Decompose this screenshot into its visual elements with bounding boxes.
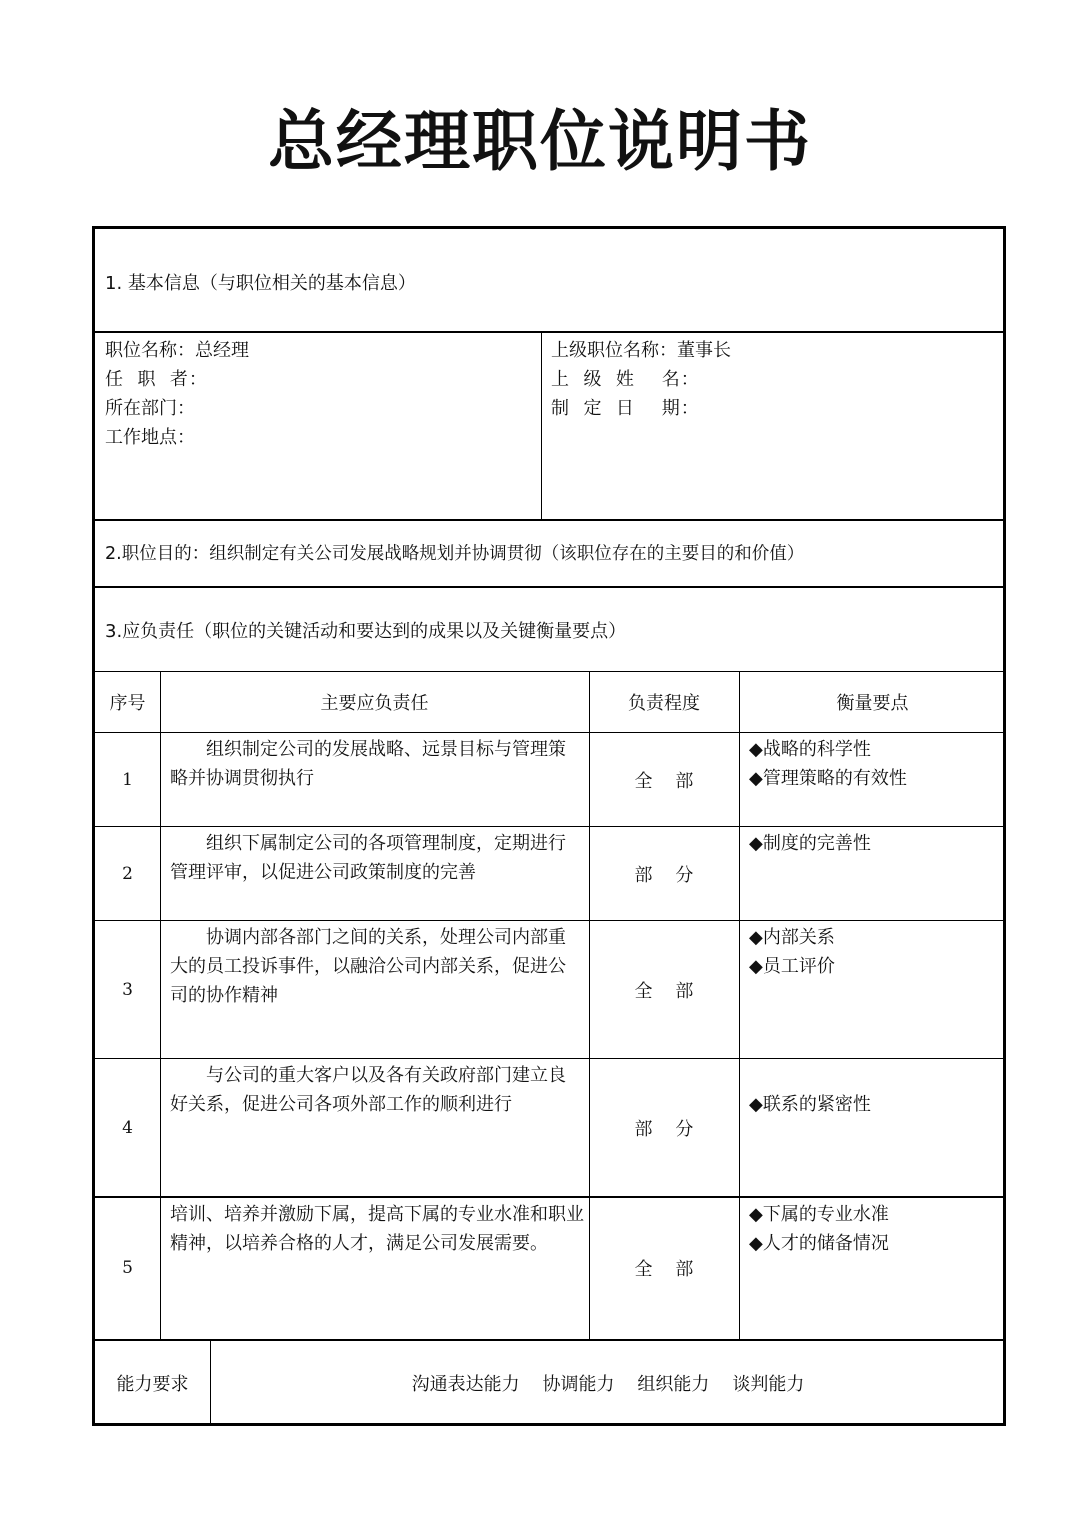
row-degree: 全 部 (634, 980, 694, 1002)
field-value: 总经理 (195, 340, 249, 361)
point-item: ◆联系的紧密性 (749, 1094, 871, 1115)
field-date (551, 394, 700, 423)
field-superior-name (551, 365, 700, 394)
row-duty: 培训、培养并激励下属，提高下属的专业水准和职业精神，以培养合格的人才，满足公司发展需要。 (170, 1204, 584, 1254)
row-no: 5 (122, 1258, 133, 1278)
divider (95, 826, 1003, 827)
divider (95, 920, 1003, 921)
page-title: 总经理职位说明书 (268, 103, 812, 180)
point-item: ◆内部关系 (749, 927, 835, 948)
field-department (105, 394, 195, 423)
point-item: ◆人才的储备情况 (749, 1233, 889, 1254)
field-superior-position (551, 336, 731, 365)
field-label: 职位名称： (105, 340, 195, 361)
divider (95, 586, 1003, 588)
row-duty: 与公司的重大客户以及各有关政府部门建立良好关系，促进公司各项外部工作的顺利进行 (170, 1065, 566, 1115)
divider (95, 1058, 1003, 1059)
divider (95, 331, 1003, 333)
header-degree: 负责程度 (628, 693, 700, 714)
row-points (749, 735, 907, 793)
job-description-form (92, 226, 1006, 1426)
ability-label: 能力要求 (116, 1374, 189, 1395)
row-no: 1 (122, 769, 133, 790)
row-points (749, 1200, 889, 1258)
field-label: 上 级 姓 名： (551, 369, 700, 390)
divider (541, 332, 542, 519)
field-label: 任 职 者： (105, 369, 208, 390)
row-duty: 协调内部各部门之间的关系，处理公司内部重大的员工投诉事件，以融洽公司内部关系，促进公司的协作精神 (170, 927, 566, 1006)
row-degree: 全 部 (634, 770, 694, 792)
field-work-location (105, 423, 195, 452)
field-label: 工作地点： (105, 427, 195, 448)
section-2-heading: 2.职位目的：组织制定有关公司发展战略规划并协调贯彻（该职位存在的主要目的和价值） (105, 544, 805, 564)
divider (95, 519, 1003, 521)
header-points: 衡量要点 (836, 693, 909, 714)
field-label: 所在部门： (105, 398, 195, 419)
point-item: ◆员工评价 (749, 956, 835, 977)
row-degree: 部 分 (634, 1118, 694, 1140)
point-item: ◆制度的完善性 (749, 833, 871, 854)
row-points (749, 923, 835, 981)
point-item: ◆下属的专业水准 (749, 1204, 889, 1225)
section-1-heading: 1. 基本信息（与职位相关的基本信息） (105, 273, 416, 294)
header-duty: 主要应负责任 (320, 693, 429, 714)
row-no: 2 (122, 863, 133, 884)
divider (95, 732, 1003, 733)
row-degree: 部 分 (634, 864, 694, 886)
point-item: ◆管理策略的有效性 (749, 768, 907, 789)
header-no: 序号 (109, 693, 146, 714)
row-degree: 全 部 (634, 1259, 694, 1280)
row-no: 4 (122, 1117, 133, 1138)
field-value: 董事长 (677, 340, 731, 361)
divider (739, 672, 740, 1339)
field-position-name (105, 336, 249, 365)
row-duty: 组织下属制定公司的各项管理制度，定期进行管理评审，以促进公司政策制度的完善 (170, 833, 566, 883)
field-label: 制 定 日 期： (551, 398, 700, 419)
section-3-heading: 3.应负责任（职位的关键活动和要达到的成果以及关键衡量要点） (105, 621, 627, 642)
row-points (749, 1090, 871, 1119)
divider (95, 1196, 1003, 1198)
row-duty: 组织制定公司的发展战略、远景目标与管理策略并协调贯彻执行 (170, 739, 566, 789)
row-points (749, 829, 871, 858)
point-item: ◆战略的科学性 (749, 739, 871, 760)
divider (160, 672, 161, 1339)
field-label: 上级职位名称： (551, 340, 677, 361)
row-no: 3 (122, 979, 133, 1000)
field-incumbent (105, 365, 208, 394)
ability-value: 沟通表达能力 协调能力 组织能力 谈判能力 (411, 1374, 805, 1395)
